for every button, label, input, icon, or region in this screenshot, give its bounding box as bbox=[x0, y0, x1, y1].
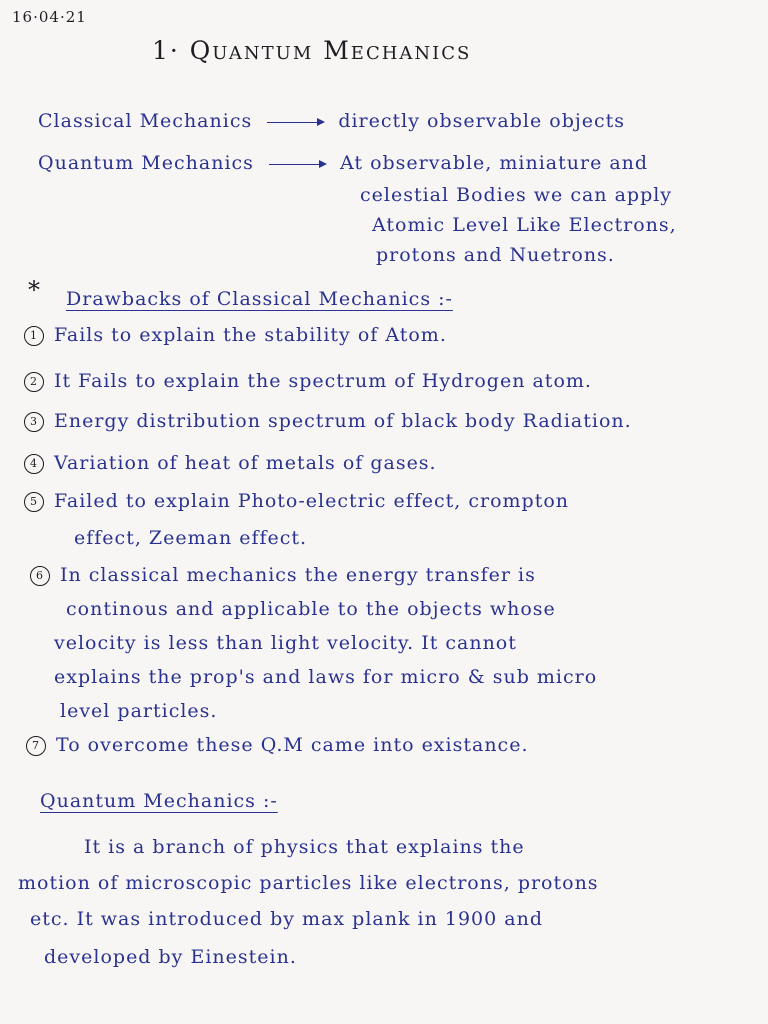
item-number: 1 bbox=[24, 326, 44, 346]
drawback-item bbox=[30, 564, 536, 586]
item-number: 4 bbox=[24, 454, 44, 474]
qm-paragraph-line: etc. It was introduced by max plank in 1900 and bbox=[30, 908, 543, 930]
item-text: Energy distribution spectrum of black body Radiation. bbox=[54, 410, 632, 432]
item-text: Variation of heat of metals of gases. bbox=[54, 452, 437, 474]
page-title: 1· Quantum Mechanics bbox=[152, 36, 472, 65]
definition-meaning: directly observable objects bbox=[338, 110, 626, 132]
definition-meaning-line: protons and Nuetrons. bbox=[376, 244, 615, 266]
item-text: It Fails to explain the spectrum of Hydrogen atom. bbox=[54, 370, 592, 392]
drawback-item bbox=[24, 452, 437, 474]
item-number: 5 bbox=[24, 492, 44, 512]
arrow-icon bbox=[269, 164, 325, 165]
definition-term: Classical Mechanics bbox=[38, 110, 253, 132]
item-number: 7 bbox=[26, 736, 46, 756]
item-text-continued: continous and applicable to the objects whose bbox=[66, 598, 556, 620]
qm-paragraph-line: motion of microscopic particles like electrons, protons bbox=[18, 872, 599, 894]
drawback-item bbox=[24, 370, 592, 392]
arrow-icon bbox=[267, 122, 323, 123]
definition-term: Quantum Mechanics bbox=[38, 152, 254, 174]
item-number: 2 bbox=[24, 372, 44, 392]
item-number: 3 bbox=[24, 412, 44, 432]
drawbacks-heading: Drawbacks of Classical Mechanics :- bbox=[66, 288, 453, 310]
item-text-continued: effect, Zeeman effect. bbox=[74, 527, 308, 549]
item-text-continued: level particles. bbox=[60, 700, 218, 722]
drawback-item bbox=[24, 410, 632, 432]
bullet-star: * bbox=[28, 276, 40, 304]
definition-quantum bbox=[38, 152, 648, 174]
item-text: To overcome these Q.M came into existance. bbox=[56, 734, 529, 756]
item-text: In classical mechanics the energy transfer is bbox=[60, 564, 536, 586]
item-text: Failed to explain Photo-electric effect, crompton bbox=[54, 490, 570, 512]
item-text-continued: velocity is less than light velocity. It cannot bbox=[54, 632, 517, 654]
qm-paragraph-line: developed by Einestein. bbox=[44, 946, 297, 968]
note-date: 16·04·21 bbox=[12, 8, 87, 26]
item-number: 6 bbox=[30, 566, 50, 586]
item-text: Fails to explain the stability of Atom. bbox=[54, 324, 447, 346]
qm-paragraph-line: It is a branch of physics that explains the bbox=[84, 836, 525, 858]
item-text-continued: explains the prop's and laws for micro & sub micro bbox=[54, 666, 598, 688]
definition-meaning-line: Atomic Level Like Electrons, bbox=[372, 214, 677, 236]
definition-meaning-line: celestial Bodies we can apply bbox=[360, 184, 673, 206]
drawback-item bbox=[24, 324, 447, 346]
definition-classical bbox=[38, 110, 625, 132]
definition-meaning: At observable, miniature and bbox=[340, 152, 649, 174]
qm-heading: Quantum Mechanics :- bbox=[40, 790, 278, 812]
drawback-item bbox=[24, 490, 569, 512]
drawback-item bbox=[26, 734, 528, 756]
